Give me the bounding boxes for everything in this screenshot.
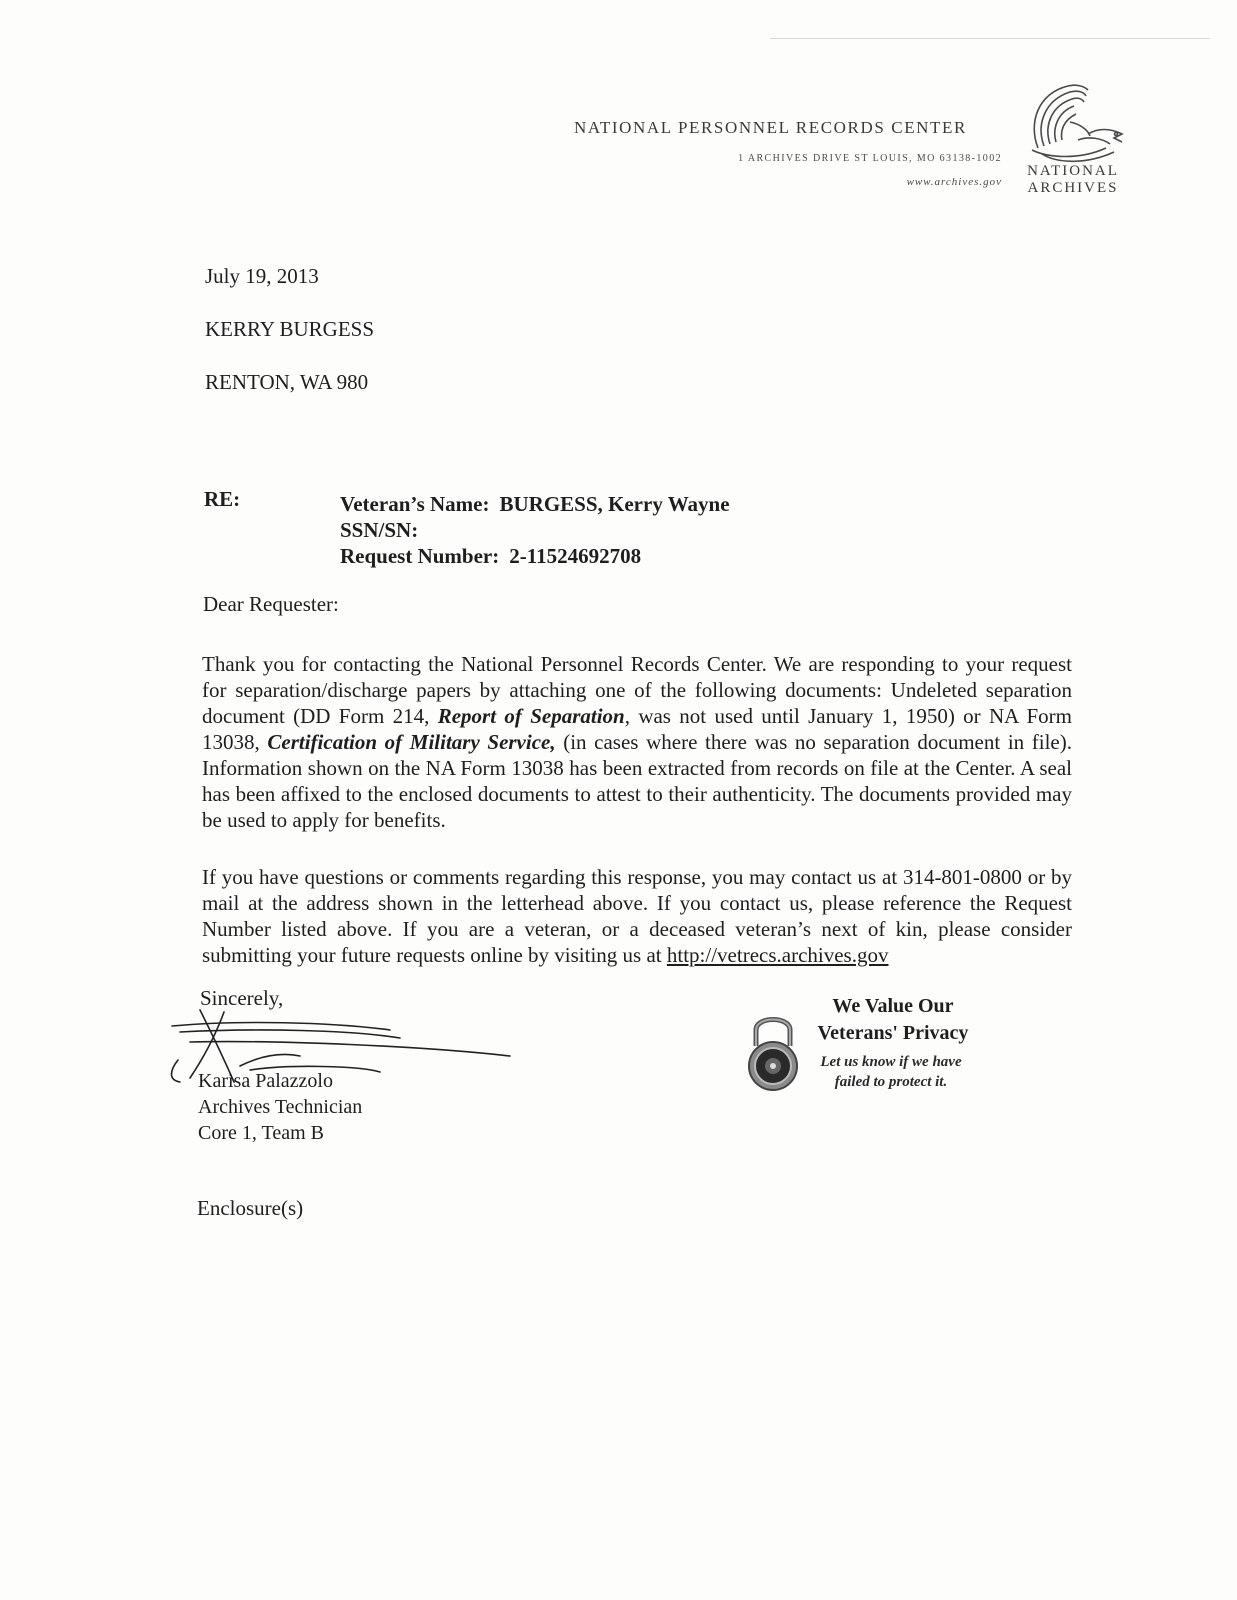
signer-unit: Core 1, Team B [198, 1122, 324, 1144]
request-number-line [340, 543, 730, 569]
letter-date: July 19, 2013 [205, 264, 319, 288]
recipient-name: KERRY BURGESS [205, 317, 375, 341]
request-number-value: 2-11524692708 [509, 544, 642, 568]
p1-emphasis-report-of-separation: Report of Separation [437, 704, 625, 728]
p2-text: If you have questions or comments regarding this response, you may contact us at 314-801-0800 or by mail at the address shown in the letterhead above. If you contact us, please reference the Request Number listed above. If you are a veteran, or a deceased veteran’s next of kin, please consider submitting your future requests online by visiting us at [202, 865, 1072, 967]
veteran-name-value: BURGESS, Kerry Wayne [499, 492, 730, 516]
request-number-label: Request Number: [340, 544, 500, 568]
signer-name: Karisa Palazzolo [198, 1070, 333, 1092]
signer-title: Archives Technician [198, 1096, 363, 1118]
closing: Sincerely, [200, 986, 284, 1010]
p1-text-b: , was not used until January 1, 1950) or NA Form 13038, [202, 704, 1072, 754]
national-archives-eagle-logo-icon [1018, 78, 1130, 168]
privacy-heading-line-2: Veterans' Privacy [817, 1022, 969, 1044]
greeting: Dear Requester: [203, 592, 339, 616]
body-paragraph-1 [202, 651, 1072, 833]
privacy-heading [793, 993, 993, 1047]
body-paragraph-2 [202, 864, 1072, 968]
privacy-sub-line-2: failed to protect it. [834, 1074, 948, 1090]
recipient-city: RENTON, WA 980 [205, 370, 369, 394]
p1-text-c: (in cases where there was no separation document in file). Information shown on the NA Form 13038 has been extracted from records on file at the Center. A seal has been affixed to the enclosed documents to attest to their authenticity. The documents provided may be used to apply for benefits. [202, 730, 1073, 832]
letterhead-title: NATIONAL PERSONNEL RECORDS CENTER [574, 118, 967, 137]
signer-block [198, 1068, 362, 1146]
re-block [340, 491, 730, 569]
privacy-sub-line-1: Let us know if we have [820, 1054, 962, 1070]
ssn-line [340, 517, 730, 543]
p1-text-a: Thank you for contacting the National Personnel Records Center. We are responding to your request for separation/discharge papers by attaching one of the following documents: Undeleted separation document (DD Form 214, [202, 652, 1072, 728]
vetrecs-link[interactable]: http://vetrecs.archives.gov [666, 943, 889, 967]
privacy-heading-line-1: We Value Our [832, 995, 954, 1017]
veteran-name-label: Veteran’s Name: [340, 492, 490, 516]
letterhead-address: 1 ARCHIVES DRIVE ST LOUIS, MO 63138-1002 [738, 153, 1002, 164]
privacy-subtext [798, 1052, 984, 1092]
org-line-2: ARCHIVES [1027, 180, 1119, 196]
org-line-1: NATIONAL [1027, 163, 1119, 179]
enclosure-note: Enclosure(s) [197, 1196, 304, 1220]
p1-emphasis-certification: Certification of Military Service, [267, 730, 556, 754]
scan-edge-line [770, 38, 1210, 39]
veteran-name-line [340, 491, 730, 517]
letterhead-website: www.archives.gov [906, 176, 1002, 188]
re-label: RE: [204, 487, 241, 511]
national-archives-wordmark [1012, 163, 1134, 197]
ssn-label: SSN/SN: [340, 518, 419, 542]
